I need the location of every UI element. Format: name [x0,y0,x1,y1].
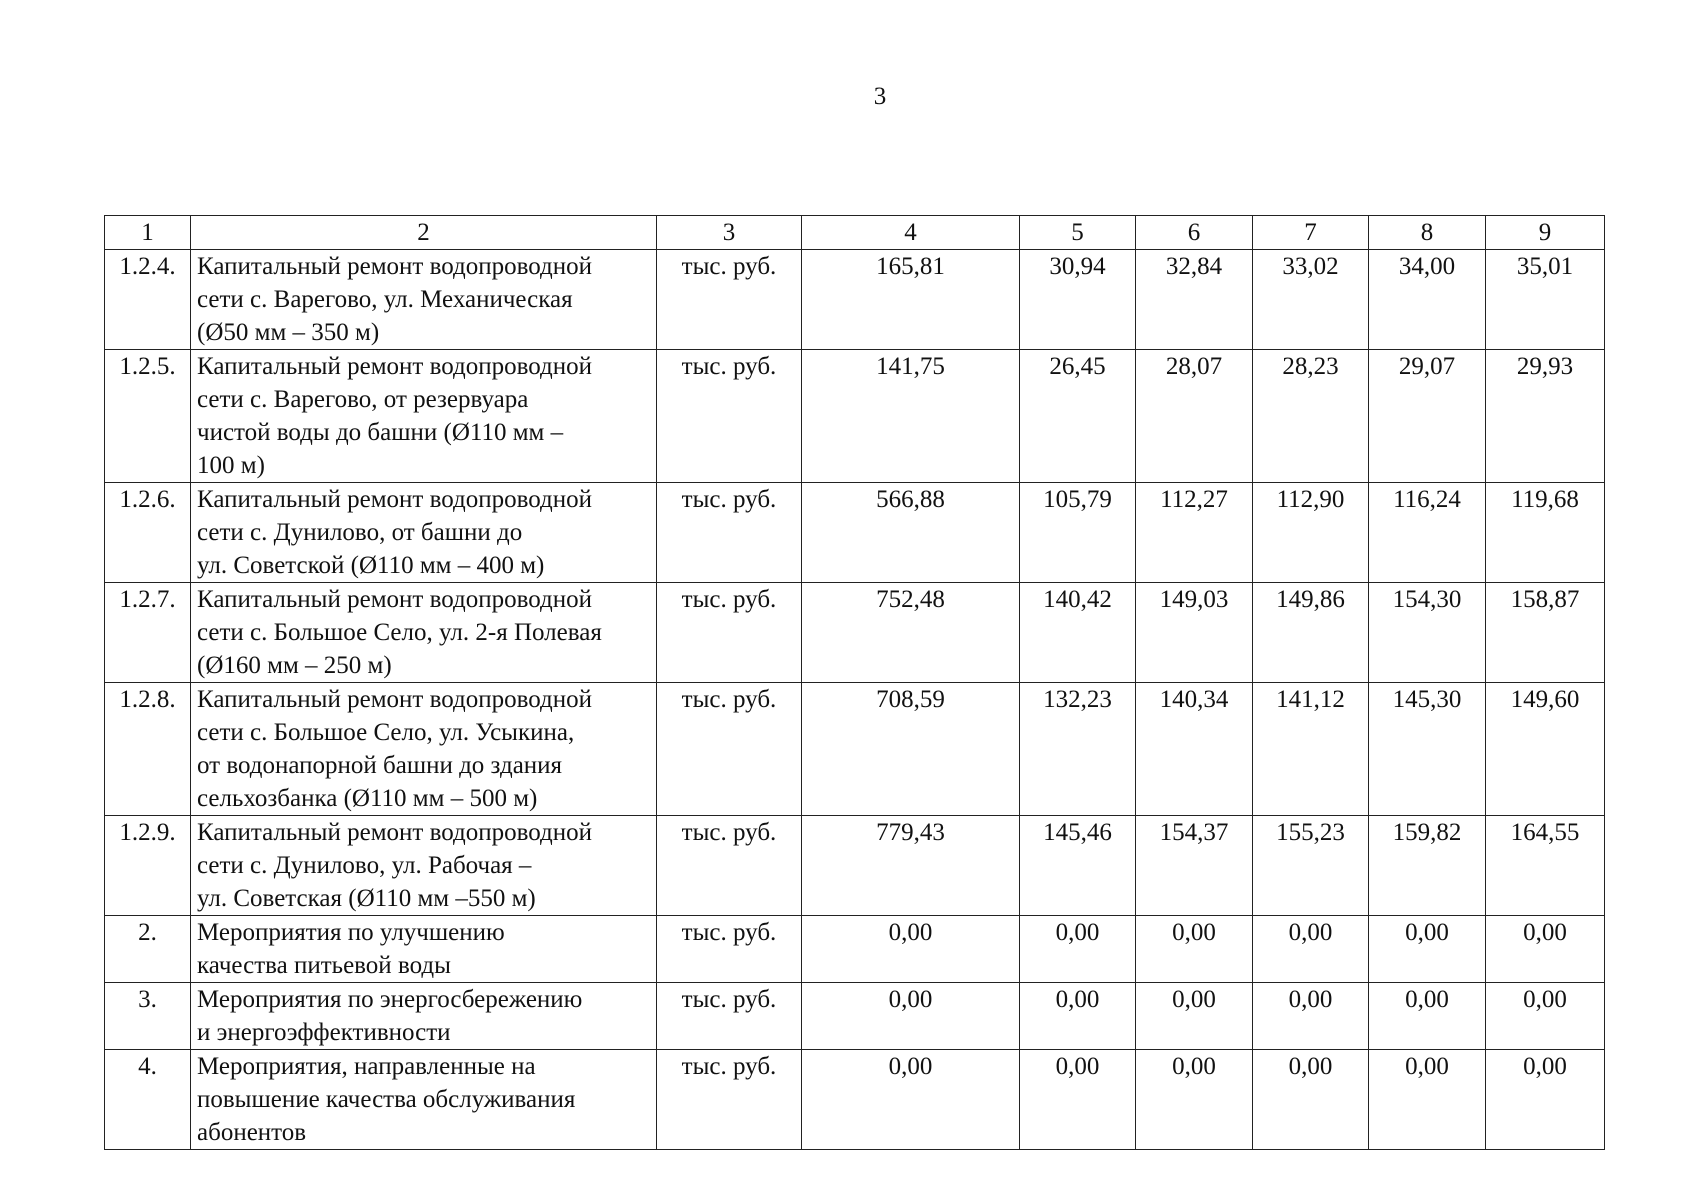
value-cell: 0,00 [1369,1050,1486,1150]
item-unit: тыс. руб. [657,683,802,816]
table-row [105,350,1605,483]
value-cell: 140,34 [1136,683,1253,816]
value-cell: 32,84 [1136,250,1253,350]
value-cell: 132,23 [1020,683,1136,816]
table-row [105,983,1605,1050]
header-cell: 7 [1253,216,1369,250]
value-cell: 0,00 [802,983,1020,1050]
description-line: абонентов [197,1119,307,1146]
description-line: ул. Советской (Ø110 мм – 400 м) [197,552,545,579]
description-line: ул. Советская (Ø110 мм –550 м) [197,885,536,912]
table-row [105,250,1605,350]
description-line: Капитальный ремонт водопроводной [197,686,592,713]
value-cell: 566,88 [802,483,1020,583]
value-cell: 0,00 [1369,983,1486,1050]
description-line: сети с. Большое Село, ул. 2-я Полевая [197,619,602,646]
value-cell: 752,48 [802,583,1020,683]
description-line: и энергоэффективности [197,1019,451,1046]
item-unit: тыс. руб. [657,250,802,350]
table-row [105,1050,1605,1150]
value-cell: 105,79 [1020,483,1136,583]
value-cell: 708,59 [802,683,1020,816]
value-cell: 0,00 [1486,916,1605,983]
value-cell: 119,68 [1486,483,1605,583]
description-line: от водонапорной башни до здания [197,752,563,779]
description-line: чистой воды до башни (Ø110 мм – [197,419,564,446]
description-line: сельхозбанка (Ø110 мм – 500 м) [197,785,538,812]
value-cell: 0,00 [1486,983,1605,1050]
header-cell: 8 [1369,216,1486,250]
description-line: сети с. Большое Село, ул. Усыкина, [197,719,575,746]
value-cell: 28,07 [1136,350,1253,483]
description-line: сети с. Дунилово, ул. Рабочая – [197,852,532,879]
value-cell: 155,23 [1253,816,1369,916]
header-row [105,216,1605,250]
item-number: 1.2.6. [105,483,191,583]
description-line: сети с. Варегово, от резервуара [197,386,529,413]
item-description [191,683,657,816]
table-row [105,583,1605,683]
value-cell: 0,00 [1486,1050,1605,1150]
description-line: Капитальный ремонт водопроводной [197,586,592,613]
item-number: 1.2.9. [105,816,191,916]
value-cell: 112,27 [1136,483,1253,583]
item-unit: тыс. руб. [657,483,802,583]
value-cell: 34,00 [1369,250,1486,350]
value-cell: 779,43 [802,816,1020,916]
value-cell: 145,46 [1020,816,1136,916]
table-row [105,683,1605,816]
table-row [105,816,1605,916]
description-line: сети с. Дунилово, от башни до [197,519,523,546]
value-cell: 30,94 [1020,250,1136,350]
value-cell: 0,00 [1136,916,1253,983]
header-cell: 6 [1136,216,1253,250]
page-number: 3 [873,83,887,110]
value-cell: 0,00 [802,916,1020,983]
description-line: Капитальный ремонт водопроводной [197,486,592,513]
value-cell: 0,00 [1020,1050,1136,1150]
description-line: Капитальный ремонт водопроводной [197,819,592,846]
budget-table [104,215,1605,1150]
header-cell: 2 [191,216,657,250]
item-unit: тыс. руб. [657,583,802,683]
header-cell: 1 [105,216,191,250]
item-description [191,916,657,983]
value-cell: 0,00 [1253,1050,1369,1150]
value-cell: 116,24 [1369,483,1486,583]
description-line: (Ø50 мм – 350 м) [197,319,380,346]
value-cell: 112,90 [1253,483,1369,583]
item-description [191,1050,657,1150]
value-cell: 149,60 [1486,683,1605,816]
description-line: Капитальный ремонт водопроводной [197,253,592,280]
table-row [105,916,1605,983]
value-cell: 0,00 [1253,983,1369,1050]
item-number: 2. [105,916,191,983]
value-cell: 159,82 [1369,816,1486,916]
item-description [191,583,657,683]
item-unit: тыс. руб. [657,350,802,483]
value-cell: 140,42 [1020,583,1136,683]
item-description [191,483,657,583]
description-line: Мероприятия по улучшению [197,919,505,946]
item-number: 1.2.4. [105,250,191,350]
value-cell: 33,02 [1253,250,1369,350]
value-cell: 141,12 [1253,683,1369,816]
value-cell: 154,30 [1369,583,1486,683]
value-cell: 158,87 [1486,583,1605,683]
item-number: 4. [105,1050,191,1150]
description-line: Мероприятия, направленные на [197,1053,536,1080]
value-cell: 165,81 [802,250,1020,350]
header-cell: 3 [657,216,802,250]
description-line: Капитальный ремонт водопроводной [197,353,592,380]
value-cell: 0,00 [802,1050,1020,1150]
item-description [191,250,657,350]
value-cell: 0,00 [1253,916,1369,983]
description-line: 100 м) [197,452,265,479]
item-unit: тыс. руб. [657,983,802,1050]
item-number: 1.2.5. [105,350,191,483]
item-number: 1.2.8. [105,683,191,816]
value-cell: 26,45 [1020,350,1136,483]
table-row [105,483,1605,583]
value-cell: 0,00 [1136,983,1253,1050]
description-line: (Ø160 мм – 250 м) [197,652,392,679]
item-description [191,983,657,1050]
value-cell: 141,75 [802,350,1020,483]
description-line: сети с. Варегово, ул. Механическая [197,286,573,313]
value-cell: 149,03 [1136,583,1253,683]
value-cell: 29,07 [1369,350,1486,483]
header-cell: 4 [802,216,1020,250]
value-cell: 154,37 [1136,816,1253,916]
value-cell: 0,00 [1369,916,1486,983]
value-cell: 0,00 [1020,983,1136,1050]
description-line: качества питьевой воды [197,952,451,979]
value-cell: 0,00 [1136,1050,1253,1150]
item-description [191,816,657,916]
description-line: повышение качества обслуживания [197,1086,576,1113]
value-cell: 164,55 [1486,816,1605,916]
header-cell: 9 [1486,216,1605,250]
header-cell: 5 [1020,216,1136,250]
item-unit: тыс. руб. [657,916,802,983]
value-cell: 28,23 [1253,350,1369,483]
item-number: 1.2.7. [105,583,191,683]
value-cell: 35,01 [1486,250,1605,350]
item-unit: тыс. руб. [657,1050,802,1150]
description-line: Мероприятия по энергосбережению [197,986,583,1013]
value-cell: 0,00 [1020,916,1136,983]
item-description [191,350,657,483]
item-unit: тыс. руб. [657,816,802,916]
item-number: 3. [105,983,191,1050]
value-cell: 29,93 [1486,350,1605,483]
value-cell: 149,86 [1253,583,1369,683]
value-cell: 145,30 [1369,683,1486,816]
